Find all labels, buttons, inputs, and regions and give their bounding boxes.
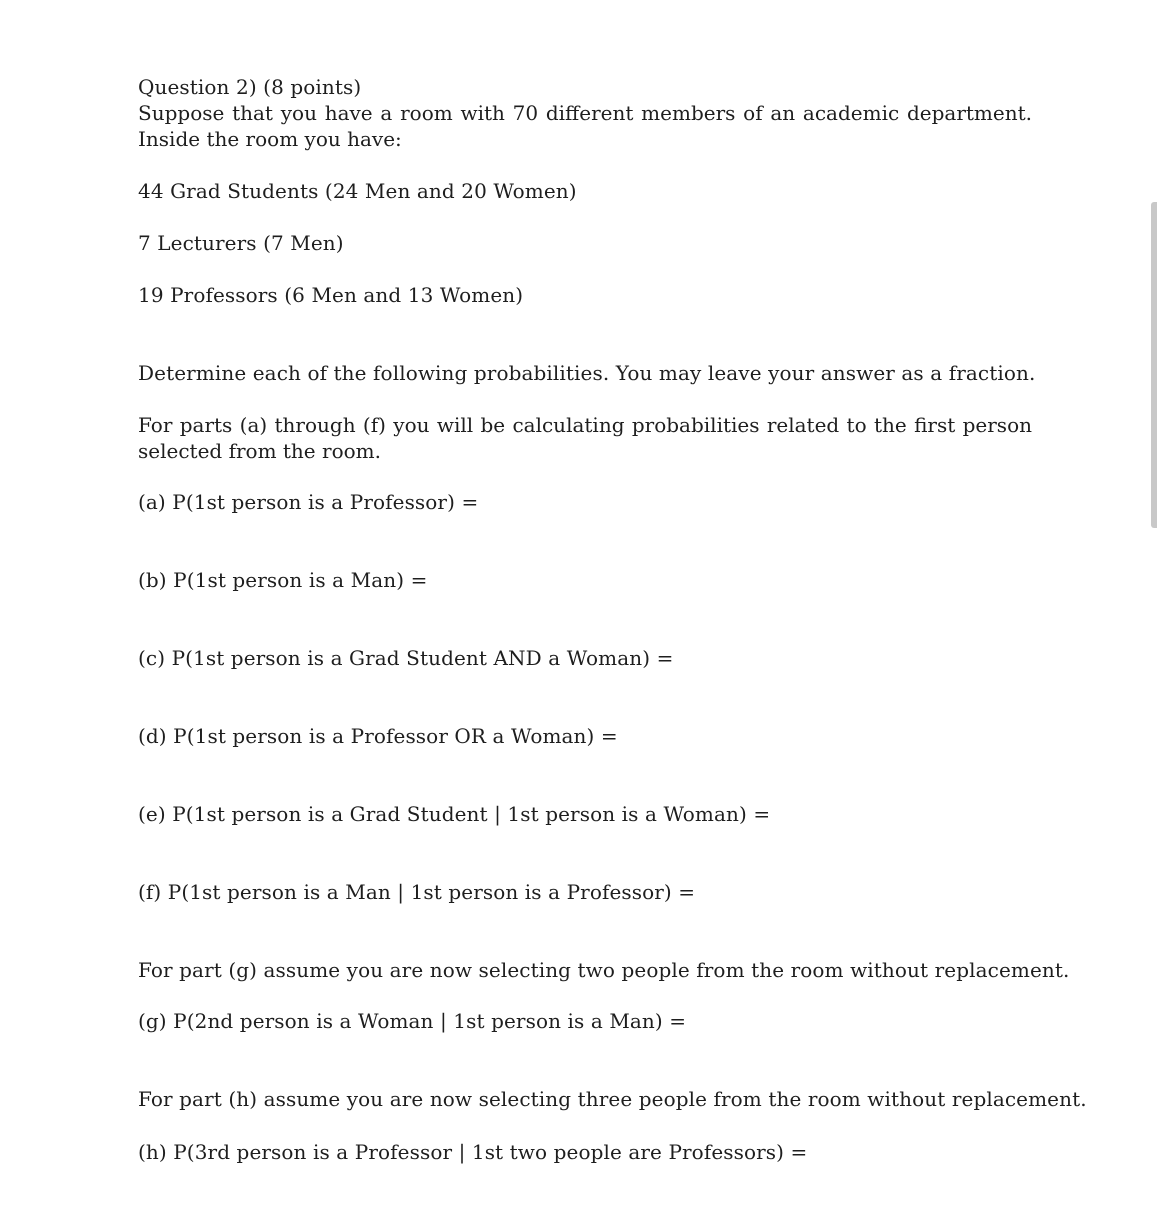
- part-c: (c) P(1st person is a Grad Student AND a Woman) =: [138, 646, 674, 670]
- group-professors: 19 Professors (6 Men and 13 Women): [138, 283, 524, 307]
- group-grad-students: 44 Grad Students (24 Men and 20 Women): [138, 179, 577, 203]
- part-h-note: For part (h) assume you are now selecting three people from the room without replacement.: [138, 1087, 1087, 1111]
- parts-a-f-note: For parts (a) through (f) you will be calculating probabilities related to the first person selected from the room.: [138, 413, 1032, 463]
- part-b: (b) P(1st person is a Man) =: [138, 568, 428, 592]
- question-intro: Suppose that you have a room with 70 different members of an academic department. Inside the room you have:: [138, 101, 1032, 151]
- part-f: (f) P(1st person is a Man | 1st person is a Professor) =: [138, 880, 696, 904]
- part-a: (a) P(1st person is a Professor) =: [138, 490, 479, 514]
- group-lecturers: 7 Lecturers (7 Men): [138, 231, 344, 255]
- part-h: (h) P(3rd person is a Professor | 1st two people are Professors) =: [138, 1140, 808, 1164]
- part-d: (d) P(1st person is a Professor OR a Woman) =: [138, 724, 618, 748]
- part-e: (e) P(1st person is a Grad Student | 1st person is a Woman) =: [138, 802, 771, 826]
- question-header: Question 2) (8 points): [138, 75, 362, 99]
- part-g-note: For part (g) assume you are now selecting two people from the room without replacement.: [138, 958, 1070, 982]
- part-g: (g) P(2nd person is a Woman | 1st person is a Man) =: [138, 1009, 687, 1033]
- vertical-scrollbar[interactable]: [1151, 202, 1157, 528]
- instructions: Determine each of the following probabilities. You may leave your answer as a fraction.: [138, 361, 1036, 385]
